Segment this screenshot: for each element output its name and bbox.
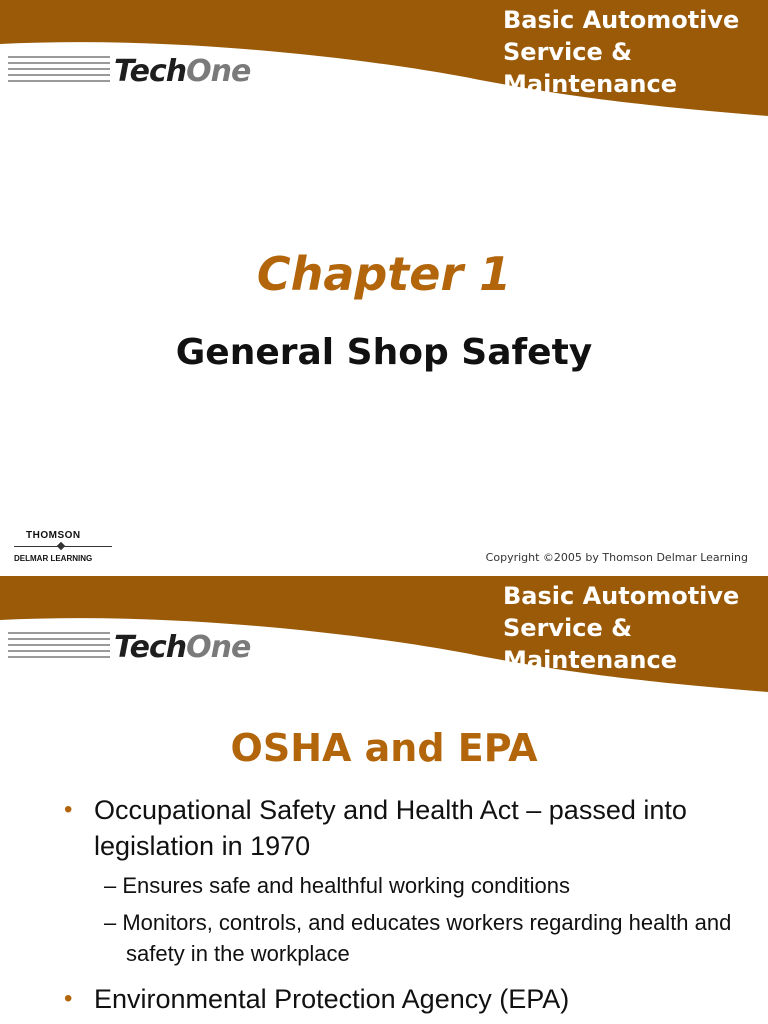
bullet-item bbox=[64, 981, 744, 1017]
diamond-icon bbox=[57, 542, 65, 550]
publisher-name: THOMSON bbox=[26, 530, 81, 541]
bullet-text: Environmental Protection Agency (EPA) bbox=[94, 984, 570, 1014]
product-title: Basic Automotive Service & Maintenance bbox=[503, 6, 740, 98]
product-title: Basic Automotive Service & Maintenance bbox=[503, 582, 740, 674]
logo-tech-text: Tech bbox=[114, 630, 187, 665]
logo-one-text: One bbox=[186, 630, 251, 665]
sub-bullet-item: – Monitors, controls, and educates workers regarding health and safety in the workplace bbox=[104, 910, 732, 966]
bullet-list bbox=[64, 792, 744, 1017]
bullet-icon: • bbox=[64, 796, 73, 823]
logo-tech-text: Tech bbox=[114, 54, 187, 89]
copyright-notice: Copyright ©2005 by Thomson Delmar Learning bbox=[485, 551, 748, 564]
logo-one-text: One bbox=[186, 54, 251, 89]
chapter-title: Chapter 1 bbox=[256, 247, 512, 301]
techone-logo bbox=[8, 626, 258, 670]
bullet-icon: • bbox=[64, 985, 73, 1012]
sub-bullet-item: – Ensures safe and healthful working conditions bbox=[104, 873, 570, 898]
publisher-logo bbox=[14, 530, 114, 564]
slide-heading: OSHA and EPA bbox=[230, 726, 538, 770]
bullet-item bbox=[64, 792, 744, 864]
publisher-imprint: DELMAR LEARNING bbox=[14, 554, 93, 563]
bullet-text: Occupational Safety and Health Act – passed into legislation in 1970 bbox=[94, 795, 687, 861]
chapter-subtitle: General Shop Safety bbox=[175, 332, 593, 373]
content-slide bbox=[0, 576, 768, 1024]
techone-logo bbox=[8, 50, 258, 94]
